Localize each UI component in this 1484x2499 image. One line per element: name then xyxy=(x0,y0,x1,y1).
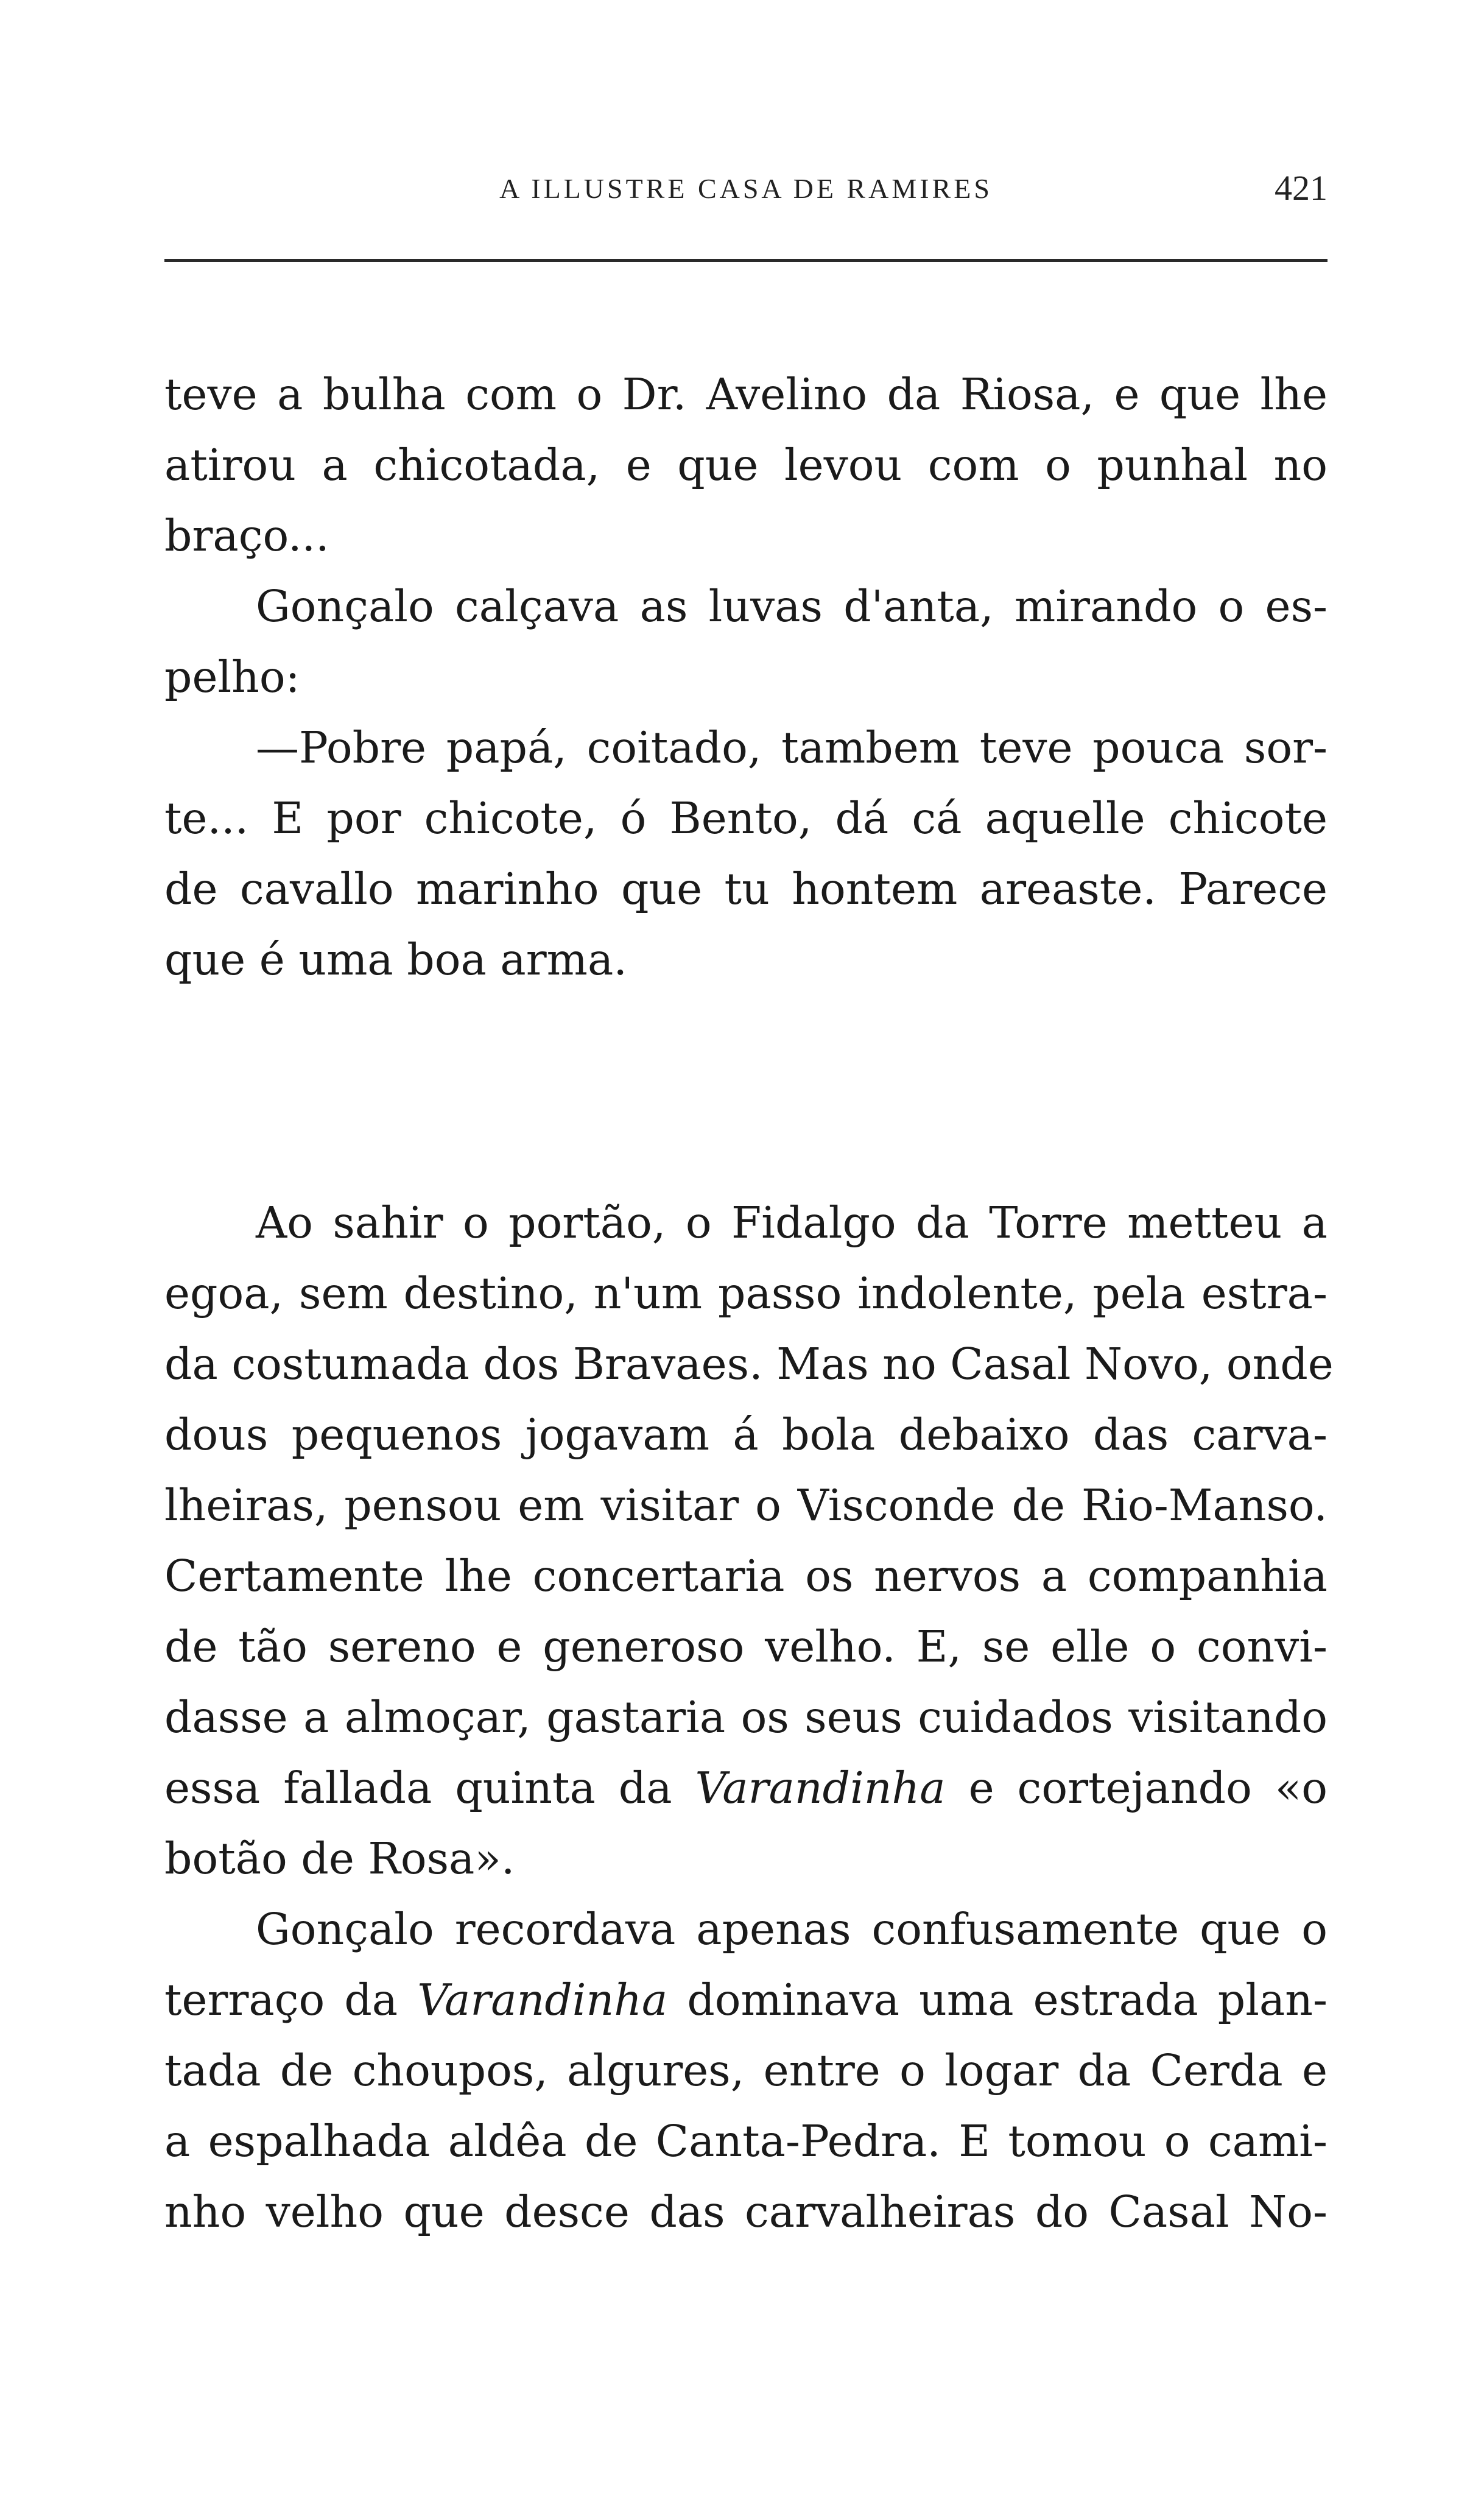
text-line: de cavallo marinho que tu hontem areaste. Parece xyxy=(164,864,1328,914)
text-line: da costumada dos Bravaes. Mas no Casal Novo, onde xyxy=(164,1339,1334,1389)
text-line xyxy=(164,1965,1328,2036)
text-block-narrative xyxy=(164,1188,1334,2247)
italic-title: Varandinha xyxy=(695,1763,946,1813)
text-span: terraço da xyxy=(164,1975,398,2025)
text-line xyxy=(164,1753,1328,1824)
text-line: teve a bulha com o Dr. Avelino da Riosa, e que lhe xyxy=(164,369,1328,420)
text-line: que é uma boa arma. xyxy=(164,934,627,985)
text-line: —Pobre papá, coitado, tambem teve pouca sor- xyxy=(256,722,1328,773)
text-line: atirou a chicotada, e que levou com o punhal no xyxy=(164,440,1328,490)
text-line: Gonçalo recordava apenas confusamente que o xyxy=(256,1904,1328,1954)
text-line: botão de Rosa». xyxy=(164,1833,515,1884)
text-block-dialogue xyxy=(164,359,1328,995)
italic-title: Varandinha xyxy=(417,1975,668,2025)
text-line: a espalhada aldêa de Canta-Pedra. E tomou o cami- xyxy=(164,2116,1328,2166)
text-line: dasse a almoçar, gastaria os seus cuidados visitando xyxy=(164,1692,1328,1743)
page-number: 421 xyxy=(1275,168,1328,208)
header-rule xyxy=(164,259,1328,262)
text-line: Gonçalo calçava as luvas d'anta, mirando o es- xyxy=(256,581,1328,632)
text-line: te... E por chicote, ó Bento, dá cá aquelle chicote xyxy=(164,793,1328,844)
text-line: de tão sereno e generoso velho. E, se elle o convi- xyxy=(164,1621,1328,1672)
text-span: e cortejando «o xyxy=(968,1763,1328,1813)
text-line: lheiras, pensou em visitar o Visconde de Rio-Manso. xyxy=(164,1480,1328,1531)
text-line: pelho: xyxy=(164,652,300,702)
text-line: egoa, sem destino, n'um passo indolente, pela estra- xyxy=(164,1268,1328,1319)
text-span: essa fallada quinta da xyxy=(164,1763,672,1813)
text-line: dous pequenos jogavam á bola debaixo das carva- xyxy=(164,1409,1328,1460)
text-span: dominava uma estrada plan- xyxy=(687,1975,1328,2025)
text-line: tada de choupos, algures, entre o logar da Cerda e xyxy=(164,2045,1328,2096)
text-line: nho velho que desce das carvalheiras do Casal No- xyxy=(164,2187,1328,2237)
running-title: A ILLUSTRE CASA DE RAMIRES xyxy=(499,173,993,204)
text-line: Ao sahir o portão, o Fidalgo da Torre metteu a xyxy=(256,1197,1328,1248)
text-line: braço... xyxy=(164,510,329,561)
text-line: Certamente lhe concertaria os nervos a companhia xyxy=(164,1551,1328,1601)
page-header xyxy=(164,167,1328,216)
